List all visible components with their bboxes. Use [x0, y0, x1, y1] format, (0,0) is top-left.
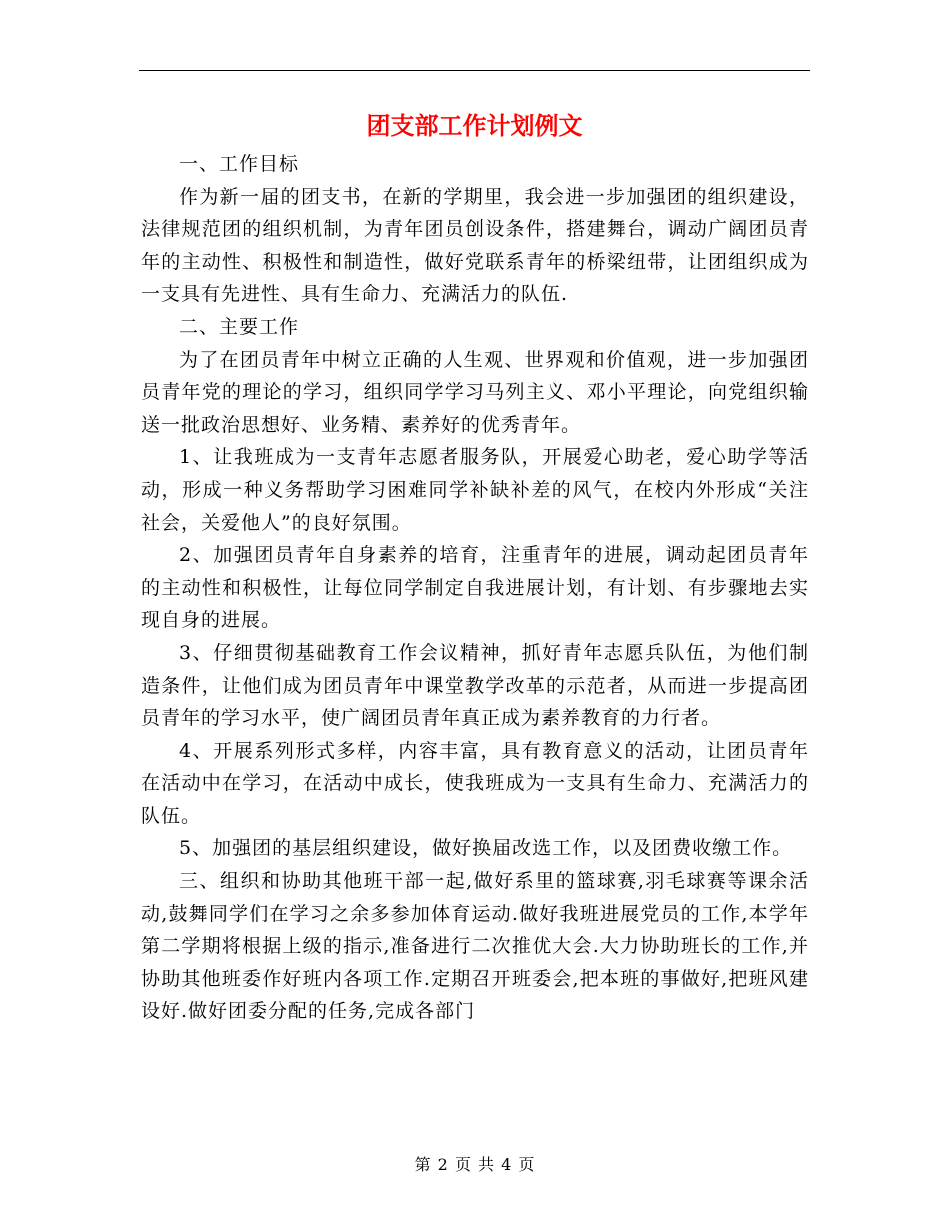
paragraph-item-5: 5、加强团的基层组织建设，做好换届改选工作，以及团费收缴工作。 [179, 837, 793, 860]
paragraph-item-4: 4、开展系列形式多样，内容丰富，具有教育意义的活动，让团员青年在活动中在学习，在活动中成长，使我班成为一支具有生命力、充满活力的队伍。 [141, 739, 809, 827]
header-rule [139, 70, 810, 71]
section-heading-main-work: 二、主要工作 [179, 315, 300, 338]
page-footer: 第 2 页 共 4 页 [414, 1155, 536, 1174]
section-heading-goals: 一、工作目标 [179, 153, 300, 175]
paragraph-item-2: 2、加强团员青年自身素养的培育，注重青年的进展，调动起团员青年的主动性和积极性，让每位同学制定自我进展计划，有计划、有步骤地去实现自身的进展。 [141, 544, 809, 632]
document-body [141, 148, 809, 1028]
paragraph-main-work: 为了在团员青年中树立正确的人生观、世界观和价值观，进一步加强团员青年党的理论的学习，组织同学学习马列主义、邓小平理论，向党组织输送一批政治思想好、业务精、素养好的优秀青年。 [141, 348, 809, 436]
paragraph-section-3: 三、组织和协助其他班干部一起,做好系里的篮球赛,羽毛球赛等课余活动,鼓舞同学们在学习之余多参加体育运动.做好我班进展党员的工作,本学年第二学期将根据上级的指示,准备进行二次推优大会.大力协助班长的工作,并协助其他班委作好班内各项工作.定期召开班委会,把本班的事做好,把班风建设好.做好团委分配的任务,完成各部门 [141, 870, 809, 1023]
paragraph-goals: 作为新一届的团支书，在新的学期里，我会进一步加强团的组织建设，法律规范团的组织机制，为青年团员创设条件，搭建舞台，调动广阔团员青年的主动性、积极性和制造性，做好党联系青年的桥梁纽带，让团组织成为一支具有先进性、具有生命力、充满活力的队伍. [141, 185, 809, 306]
document-title: 团支部工作计划例文 [366, 111, 583, 140]
paragraph-item-1: 1、让我班成为一支青年志愿者服务队，开展爱心助老，爱心助学等活动，形成一种义务帮助学习困难同学补缺补差的风气，在校内外形成“关注社会，关爱他人”的良好氛围。 [141, 446, 809, 534]
paragraph-item-3: 3、仔细贯彻基础教育工作会议精神，抓好青年志愿兵队伍，为他们制造条件，让他们成为团员青年中课堂教学改革的示范者，从而进一步提高团员青年的学习水平，使广阔团员青年真正成为素养教育的力行者。 [141, 641, 809, 730]
